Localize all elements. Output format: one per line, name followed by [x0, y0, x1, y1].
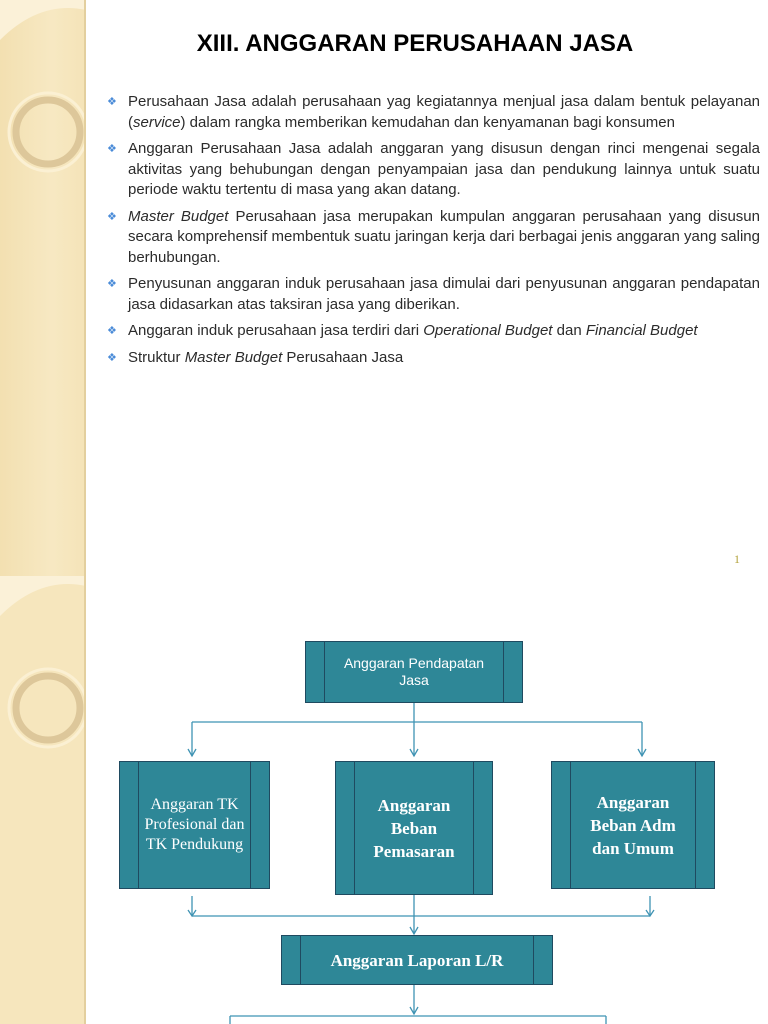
- diamond-bullet-icon: ❖: [107, 351, 117, 364]
- bullet-item: [104, 348, 760, 369]
- bullet-text: Anggaran Perusahaan Jasa adalah anggaran yang disusun dengan rinci mengenai segala aktivitas yang behubungan dengan penyampaian jasa dan pendukung lainnya untuk suatu periode waktu tertentu di masa yang akan datang.: [128, 140, 760, 198]
- diamond-bullet-icon: ❖: [107, 278, 117, 290]
- diamond-bullet-icon: ❖: [107, 143, 117, 155]
- box-anggaran-beban-adm: [551, 761, 715, 889]
- box-anggaran-tk: [119, 761, 270, 889]
- bullet-item: [104, 321, 760, 342]
- bullet-emphasis: Master Budget: [128, 207, 229, 225]
- slide-2: [0, 576, 768, 1024]
- box-label: Anggaran Beban Pemasaran: [373, 795, 455, 861]
- box-anggaran-pendapatan-jasa: [305, 641, 523, 703]
- bullet-item: [104, 92, 760, 133]
- bullet-item: [104, 207, 760, 269]
- bullet-item: [104, 139, 760, 201]
- bullet-list: [104, 92, 760, 374]
- bullet-emphasis: Financial Budget: [585, 322, 698, 339]
- bullet-text: dan: [552, 322, 586, 339]
- bullet-emphasis: service: [133, 113, 181, 131]
- bullet-text: Perusahaan Jasa: [282, 348, 404, 366]
- box-anggaran-beban-pemasaran: [335, 761, 493, 895]
- bullet-text: Penyusunan anggaran induk perusahaan jasa dimulai dari penyusunan anggaran pendapatan jasa didasarkan atas taksiran jasa yang diberikan.: [128, 275, 760, 313]
- box-anggaran-laporan-lr: [281, 935, 553, 985]
- box-label: Anggaran Laporan L/R: [330, 950, 504, 970]
- bullet-text: Perusahaan Jasa adalah perusahaan yag kegiatannya menjual jasa dalam bentuk pelayanan (: [128, 93, 760, 131]
- diamond-bullet-icon: ❖: [107, 210, 117, 223]
- diamond-bullet-icon: ❖: [107, 325, 117, 337]
- page-number: 1: [734, 552, 740, 566]
- bullet-text: Perusahaan jasa merupakan kumpulan anggaran perusahaan yang disusun secara komprehensif membentuk suatu jaringan kerja dari berbagai jenis anggaran yang saling berhubungan.: [128, 207, 760, 266]
- box-label: Anggaran TK Profesional dan TK Pendukung: [144, 796, 245, 853]
- bullet-text: Anggaran induk perusahaan jasa terdiri dari: [128, 322, 424, 339]
- bullet-emphasis: Operational Budget: [423, 322, 553, 339]
- box-label: Anggaran Beban Adm dan Umum: [590, 792, 676, 858]
- side-decoration-panel: [0, 0, 86, 576]
- box-label: Anggaran Pendapatan Jasa: [343, 655, 485, 688]
- bullet-emphasis: Master Budget: [184, 348, 283, 366]
- bullet-text: ) dalam rangka memberikan kemudahan dan kenyamanan bagi konsumen: [180, 113, 675, 131]
- diamond-bullet-icon: ❖: [107, 96, 117, 108]
- bullet-text: Struktur: [128, 348, 185, 366]
- bullet-item: [104, 274, 760, 315]
- slide-title: XIII. ANGGARAN PERUSAHAAN JASA: [196, 30, 634, 57]
